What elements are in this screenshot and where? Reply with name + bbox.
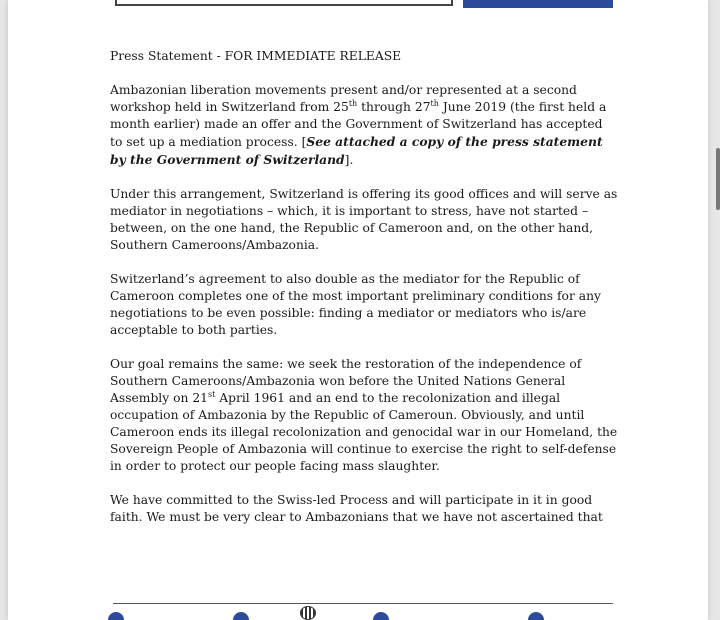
paragraph-1-text-b: through 27 [357,100,431,114]
footer-seal-icon [300,606,316,620]
paragraph-4-text-a: Our goal remains the same: we seek the restoration of the independence of Southern Cameroons/Ambazonia won before the United Nations General Assembly on 21 [110,357,582,405]
scrollbar-thumb[interactable] [716,148,720,210]
paragraph-4-text-b: April 1961 and an end to the recolonization and illegal occupation of Ambazonia by the Republic of Cameroun. Obviously, and until Cameroon ends its illegal recolonization and genocidal war in our Homeland, the Sovereign People of Ambazonia will continue to exercise the right to self-defense in order to protect our people facing mass slaughter. [110,391,618,473]
paragraph-4 [110,356,618,475]
press-statement-heading: Press Statement - FOR IMMEDIATE RELEASE [110,49,402,63]
paragraph-1-text-a: Ambazonian liberation movements present and/or represented at a second workshop held in Switzerland from 25 [110,83,577,114]
document-body [110,48,618,543]
ordinal-suffix: th [430,98,439,108]
paragraph-1 [110,82,618,169]
ordinal-suffix: th [348,98,358,108]
ordinal-suffix: st [207,389,216,399]
footer-logo-icon [373,612,389,620]
paragraph-1-text-c: June 2019 (the first held a month earlier) made an offer and the Government of Switzerland has accepted to set up a mediation process. [ [110,100,607,149]
paragraph-2: Under this arrangement, Switzerland is offering its good offices and will serve as mediator in negotiations – which, it is important to stress, have not started – between, on the one hand, the Republic of Cameroon and, on the other hand, Southern Cameroons/Ambazonia. [110,187,618,252]
footer-divider [113,603,613,604]
letterhead-frame [115,0,453,6]
document-page [8,0,708,620]
footer-logo-icon [233,612,249,620]
footer-logo-icon [108,612,124,620]
paragraph-3: Switzerland’s agreement to also double as the mediator for the Republic of Cameroon completes one of the most important preliminary conditions for any negotiations to be even possible: finding a mediator or mediators who is/are acceptable to both parties. [110,272,601,337]
footer-logo-icon [528,612,544,620]
paragraph-5: We have committed to the Swiss-led Process and will participate in it in good faith. We must be very clear to Ambazonians that we have not ascertained that [110,493,603,524]
attachment-note: See attached a copy of the press statement by the Government of Switzerland [110,134,603,167]
letterhead-accent-bar [463,0,613,8]
paragraph-1-text-d: ]. [344,153,354,167]
